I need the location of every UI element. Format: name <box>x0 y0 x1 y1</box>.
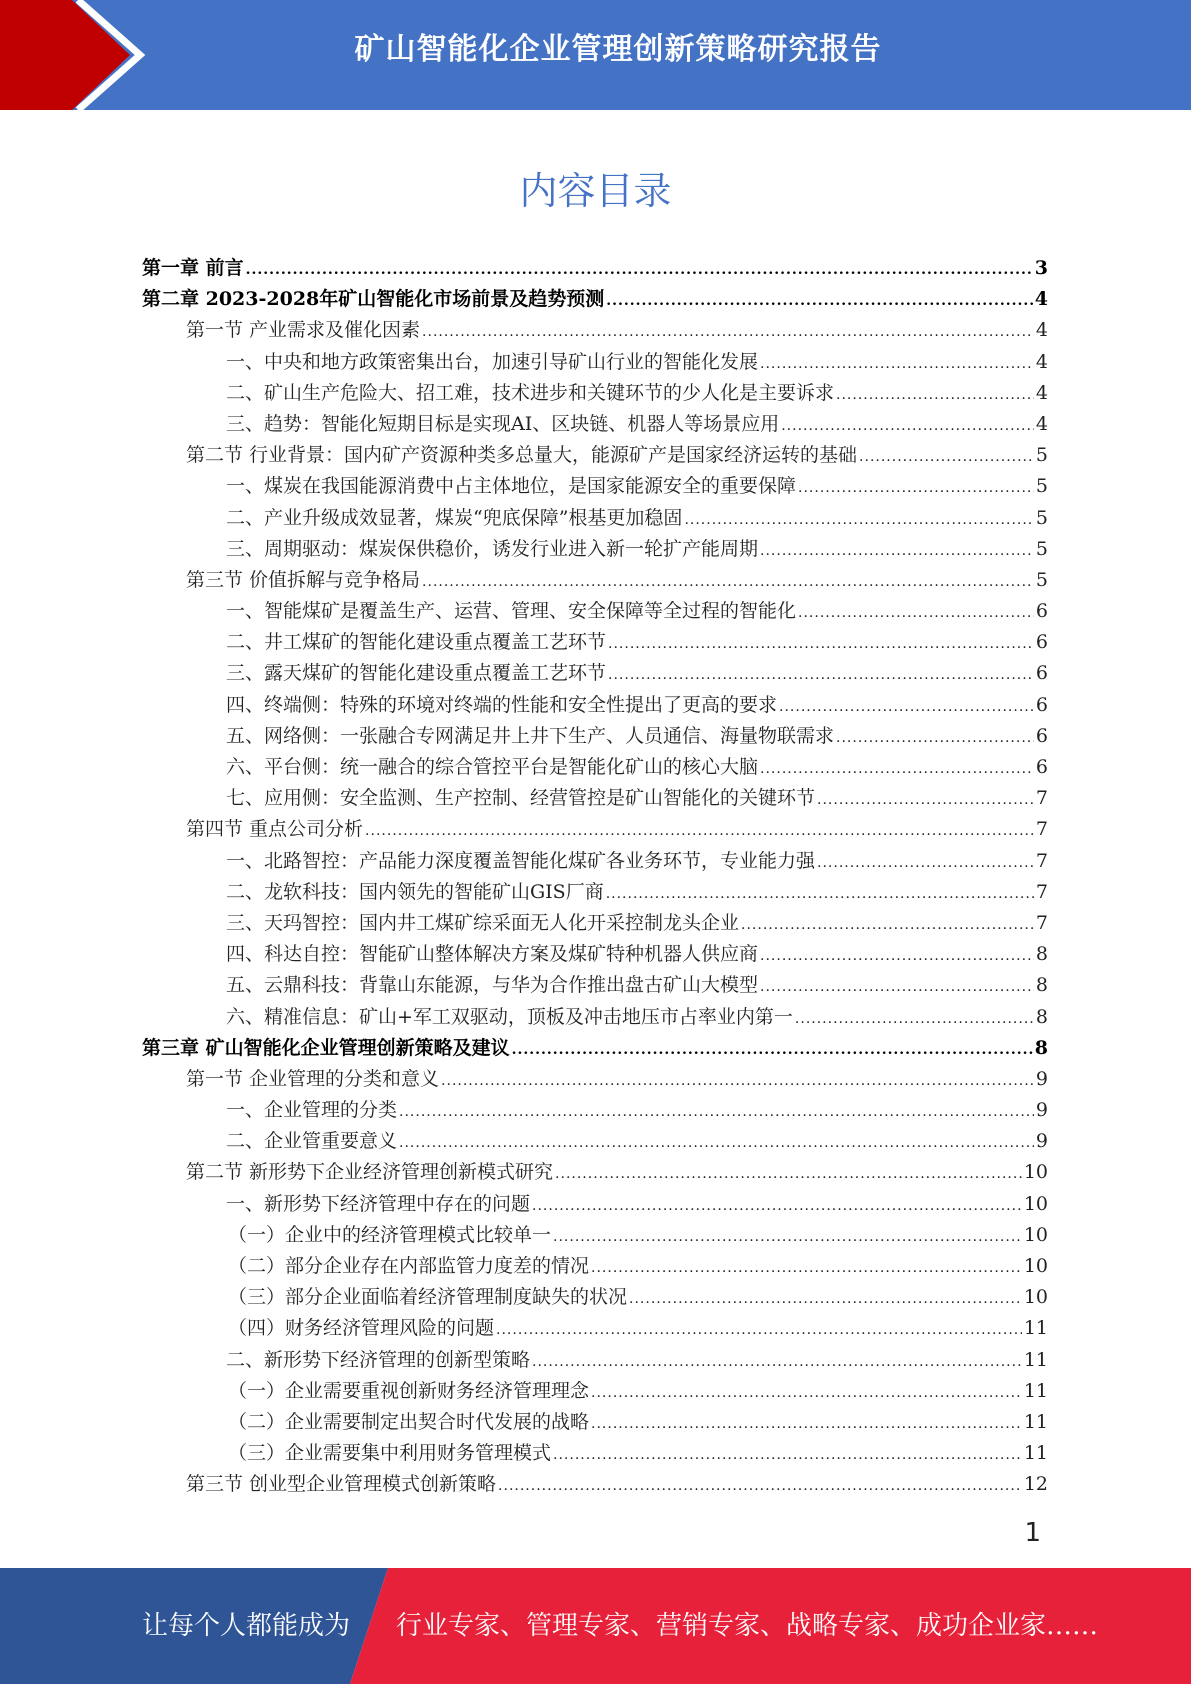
toc-dot-leader <box>629 1284 1022 1315</box>
toc-entry-page: 7 <box>1035 880 1048 903</box>
toc-entry-title: 二、产业升级成效显著，煤炭“兜底保障”根基更加稳固 <box>226 506 683 529</box>
toc-entry-page: 11 <box>1023 1410 1048 1433</box>
toc-entry-title: （二）企业需要制定出契合时代发展的战略 <box>228 1410 590 1433</box>
toc-dot-leader <box>817 848 1034 879</box>
toc-entry-title: 三、周期驱动：煤炭保供稳价，诱发行业进入新一轮扩产能周期 <box>226 537 759 560</box>
toc-entry-title: （一）企业中的经济管理模式比较单一 <box>228 1223 552 1246</box>
toc-entry-page: 6 <box>1035 662 1048 685</box>
toc-entry-title: 二、新形势下经济管理的创新型策略 <box>226 1348 531 1371</box>
toc-entry[interactable] <box>142 565 1048 596</box>
toc-dot-leader <box>798 473 1034 504</box>
toc-dot-leader <box>798 598 1034 629</box>
toc-dot-leader <box>684 505 1033 536</box>
toc-entry-page: 10 <box>1023 1192 1048 1215</box>
toc-entry-title: 一、中央和地方政策密集出台，加速引导矿山行业的智能化发展 <box>226 350 759 373</box>
toc-entry[interactable] <box>142 814 1048 845</box>
toc-entry-title: 第二章 2023-2028年矿山智能化市场前景及趋势预测 <box>142 288 605 311</box>
toc-dot-leader <box>498 1471 1022 1502</box>
toc-entry[interactable] <box>142 1157 1048 1188</box>
toc-entry[interactable] <box>142 1376 1048 1407</box>
toc-entry[interactable] <box>142 471 1048 502</box>
footer-band <box>0 1568 1191 1684</box>
toc-entry-page: 6 <box>1035 693 1048 716</box>
toc-entry-title: 第一章 前言 <box>142 257 244 279</box>
toc-entry-page: 4 <box>1035 350 1048 373</box>
toc-entry-page: 9 <box>1035 1099 1048 1122</box>
toc-entry-page: 8 <box>1035 943 1048 966</box>
toc-entry-title: 四、科达自控：智能矿山整体解决方案及煤矿特种机器人供应商 <box>226 943 759 966</box>
toc-dot-leader <box>365 816 1034 847</box>
toc-entry[interactable] <box>142 440 1048 471</box>
toc-entry-title: （二）部分企业存在内部监管力度差的情况 <box>228 1255 590 1277</box>
toc-entry-title: 第三节 创业型企业管理模式创新策略 <box>186 1473 497 1496</box>
toc-entry-page: 7 <box>1035 849 1048 872</box>
toc-entry[interactable] <box>142 721 1048 752</box>
toc-entry[interactable] <box>142 1345 1048 1376</box>
toc-dot-leader <box>532 1191 1022 1222</box>
toc-dot-leader <box>591 1253 1022 1284</box>
toc-dot-leader <box>441 1066 1034 1097</box>
toc-entry-page: 9 <box>1035 1067 1048 1090</box>
toc-dot-leader <box>608 629 1034 660</box>
toc-entry[interactable] <box>142 284 1048 315</box>
toc-entry[interactable] <box>142 1469 1048 1500</box>
toc-entry-title: 六、平台侧：统一融合的综合管控平台是智能化矿山的核心大脑 <box>226 756 759 778</box>
toc-entry[interactable] <box>142 1251 1048 1282</box>
toc-entry-title: 三、天玛智控：国内井工煤矿综采面无人化开采控制龙头企业 <box>226 911 740 934</box>
toc-entry-page: 6 <box>1035 756 1048 778</box>
toc-dot-leader <box>779 692 1034 723</box>
toc-dot-leader <box>422 317 1034 348</box>
toc-entry[interactable] <box>142 596 1048 627</box>
toc-dot-leader <box>741 910 1034 941</box>
toc-entry[interactable] <box>142 970 1048 1001</box>
toc-entry-page: 8 <box>1035 974 1048 997</box>
footer-slogan-right: 行业专家、管理专家、营销专家、战略专家、成功企业家…… <box>396 1611 1099 1641</box>
toc-entry-title: 第四节 重点公司分析 <box>186 818 364 841</box>
toc-entry-title: 一、煤炭在我国能源消费中占主体地位，是国家能源安全的重要保障 <box>226 475 797 498</box>
toc-entry-page: 10 <box>1023 1255 1048 1277</box>
toc-dot-leader <box>553 1440 1022 1471</box>
toc-entry[interactable] <box>142 253 1048 284</box>
toc-entry-page: 11 <box>1023 1442 1048 1465</box>
toc-entry[interactable] <box>142 1126 1048 1157</box>
toc-dot-leader <box>422 567 1034 598</box>
toc-entry[interactable] <box>142 409 1048 440</box>
toc-dot-leader <box>760 349 1034 380</box>
toc-entry-page: 10 <box>1023 1161 1048 1184</box>
toc-entry[interactable] <box>142 752 1048 783</box>
toc-entry-title: 二、龙软科技：国内领先的智能矿山GIS厂商 <box>226 880 604 903</box>
toc-entry-title: 五、云鼎科技：背靠山东能源，与华为合作推出盘古矿山大模型 <box>226 974 759 997</box>
toc-entry[interactable] <box>142 877 1048 908</box>
toc-entry-page: 6 <box>1035 724 1048 747</box>
toc-entry[interactable] <box>142 1438 1048 1469</box>
toc-entry[interactable] <box>142 1313 1048 1344</box>
toc-entry-title: （四）财务经济管理风险的问题 <box>228 1317 495 1340</box>
toc-dot-leader <box>496 1315 1022 1346</box>
toc-heading: 内容目录 <box>519 169 672 213</box>
toc-dot-leader <box>760 941 1034 972</box>
toc-entry[interactable] <box>142 315 1048 346</box>
toc-entry-page: 5 <box>1035 444 1048 467</box>
toc-entry[interactable] <box>142 534 1048 565</box>
toc-entry-page: 4 <box>1035 412 1048 435</box>
toc-entry-title: 二、井工煤矿的智能化建设重点覆盖工艺环节 <box>226 631 607 654</box>
toc-entry[interactable] <box>142 1033 1048 1064</box>
toc-entry-page: 5 <box>1035 475 1048 498</box>
toc-dot-leader <box>859 442 1034 473</box>
page-number: 1 <box>1024 1518 1041 1548</box>
toc-entry-page: 4 <box>1035 319 1048 342</box>
toc-entry-title: 四、终端侧：特殊的环境对终端的性能和安全性提出了更高的要求 <box>226 693 778 716</box>
toc-entry-title: 二、矿山生产危险大、招工难，技术进步和关键环节的少人化是主要诉求 <box>226 381 835 404</box>
toc-dot-leader <box>555 1159 1022 1190</box>
toc-entry-page: 7 <box>1035 818 1048 841</box>
toc-entry[interactable] <box>142 658 1048 689</box>
toc-entry[interactable] <box>142 627 1048 658</box>
toc-entry-title: 三、露天煤矿的智能化建设重点覆盖工艺环节 <box>226 662 607 685</box>
toc-dot-leader <box>760 972 1034 1003</box>
toc-entry-page: 5 <box>1035 537 1048 560</box>
toc-entry-title: 一、企业管理的分类 <box>226 1099 398 1122</box>
toc-entry-page: 4 <box>1034 288 1048 311</box>
toc-dot-leader <box>606 286 1033 317</box>
toc-entry-title: 第二节 行业背景：国内矿产资源种类多总量大，能源矿产是国家经济运转的基础 <box>186 444 858 467</box>
toc-entry[interactable] <box>142 690 1048 721</box>
toc-entry[interactable] <box>142 503 1048 534</box>
toc-entry[interactable] <box>142 1407 1048 1438</box>
toc-entry-page: 7 <box>1035 787 1048 810</box>
toc-entry[interactable] <box>142 1064 1048 1095</box>
toc-dot-leader <box>591 1409 1022 1440</box>
toc-entry[interactable] <box>142 1282 1048 1313</box>
toc-entry-title: 第一节 企业管理的分类和意义 <box>186 1067 440 1090</box>
toc-entry[interactable] <box>142 908 1048 939</box>
toc-dot-leader <box>836 723 1034 754</box>
toc-entry-title: 第二节 新形势下企业经济管理创新模式研究 <box>186 1161 554 1184</box>
toc-entry[interactable] <box>142 939 1048 970</box>
toc-entry-page: 8 <box>1035 1005 1048 1028</box>
toc-dot-leader <box>760 536 1034 567</box>
toc-entry-page: 11 <box>1023 1348 1048 1371</box>
toc-entry-title: 一、北路智控：产品能力深度覆盖智能化煤矿各业务环节，专业能力强 <box>226 849 816 872</box>
report-title: 矿山智能化企业管理创新策略研究报告 <box>354 32 882 67</box>
toc-entry-page: 10 <box>1023 1223 1048 1246</box>
toc-entry-title: 五、网络侧：一张融合专网满足井上井下生产、人员通信、海量物联需求 <box>226 724 835 747</box>
toc-dot-leader <box>399 1128 1034 1159</box>
footer-slogan-left: 让每个人都能成为 <box>142 1611 351 1641</box>
toc-entry[interactable] <box>142 1220 1048 1251</box>
toc-entry-title: 第一节 产业需求及催化因素 <box>186 319 421 342</box>
toc-entry-page: 5 <box>1035 568 1048 591</box>
toc-dot-leader <box>591 1378 1022 1409</box>
toc-dot-leader <box>553 1222 1022 1253</box>
toc-dot-leader <box>246 255 1033 286</box>
toc-entry-page: 12 <box>1023 1473 1048 1496</box>
toc-entry-title: （三）部分企业面临着经济管理制度缺失的状况 <box>228 1286 628 1309</box>
toc-entry-title: （三）企业需要集中利用财务管理模式 <box>228 1442 552 1465</box>
toc-entry-title: （一）企业需要重视创新财务经济管理理念 <box>228 1379 590 1402</box>
toc-entry[interactable] <box>142 1189 1048 1220</box>
toc-entry-title: 二、企业管重要意义 <box>226 1130 398 1153</box>
toc-entry-title: 六、精准信息：矿山+军工双驱动，顶板及冲击地压市占率业内第一 <box>226 1005 793 1028</box>
toc-entry-page: 6 <box>1035 600 1048 623</box>
toc-entry-page: 5 <box>1035 506 1048 529</box>
toc-entry-title: 一、智能煤矿是覆盖生产、运营、管理、安全保障等全过程的智能化 <box>226 600 797 623</box>
toc-entry-page: 10 <box>1023 1286 1048 1309</box>
toc-entry-title: 第三节 价值拆解与竞争格局 <box>186 568 421 591</box>
toc-dot-leader <box>817 785 1034 816</box>
toc-dot-leader <box>760 754 1034 785</box>
toc-dot-leader <box>399 1097 1034 1128</box>
toc-entry-page: 8 <box>1034 1036 1048 1059</box>
toc-entry-page: 4 <box>1035 381 1048 404</box>
toc-entry-page: 11 <box>1023 1379 1048 1402</box>
toc-entry[interactable] <box>142 347 1048 378</box>
toc-entry-title: 七、应用侧：安全监测、生产控制、经营管控是矿山智能化的关键环节 <box>226 787 816 810</box>
toc-entry[interactable] <box>142 1002 1048 1033</box>
toc-entry-title: 三、趋势：智能化短期目标是实现AI、区块链、机器人等场景应用 <box>226 412 780 435</box>
toc-entry[interactable] <box>142 378 1048 409</box>
toc-dot-leader <box>795 1004 1034 1035</box>
toc-dot-leader <box>532 1347 1022 1378</box>
toc-entry-page: 11 <box>1023 1317 1048 1340</box>
toc-entry[interactable] <box>142 1095 1048 1126</box>
toc-entry-page: 9 <box>1035 1130 1048 1153</box>
toc-dot-leader <box>606 879 1034 910</box>
toc-entry-page: 6 <box>1035 631 1048 654</box>
toc-dot-leader <box>836 380 1034 411</box>
toc-dot-leader <box>512 1035 1033 1066</box>
toc-entry-title: 一、新形势下经济管理中存在的问题 <box>226 1192 531 1215</box>
table-of-contents <box>142 253 1048 1501</box>
toc-entry[interactable] <box>142 783 1048 814</box>
toc-entry-page: 7 <box>1035 911 1048 934</box>
toc-entry-page: 3 <box>1034 257 1048 279</box>
toc-entry-title: 第三章 矿山智能化企业管理创新策略及建议 <box>142 1036 510 1059</box>
header-band <box>0 0 1191 110</box>
toc-dot-leader <box>781 411 1034 442</box>
toc-entry[interactable] <box>142 846 1048 877</box>
toc-dot-leader <box>608 660 1034 691</box>
